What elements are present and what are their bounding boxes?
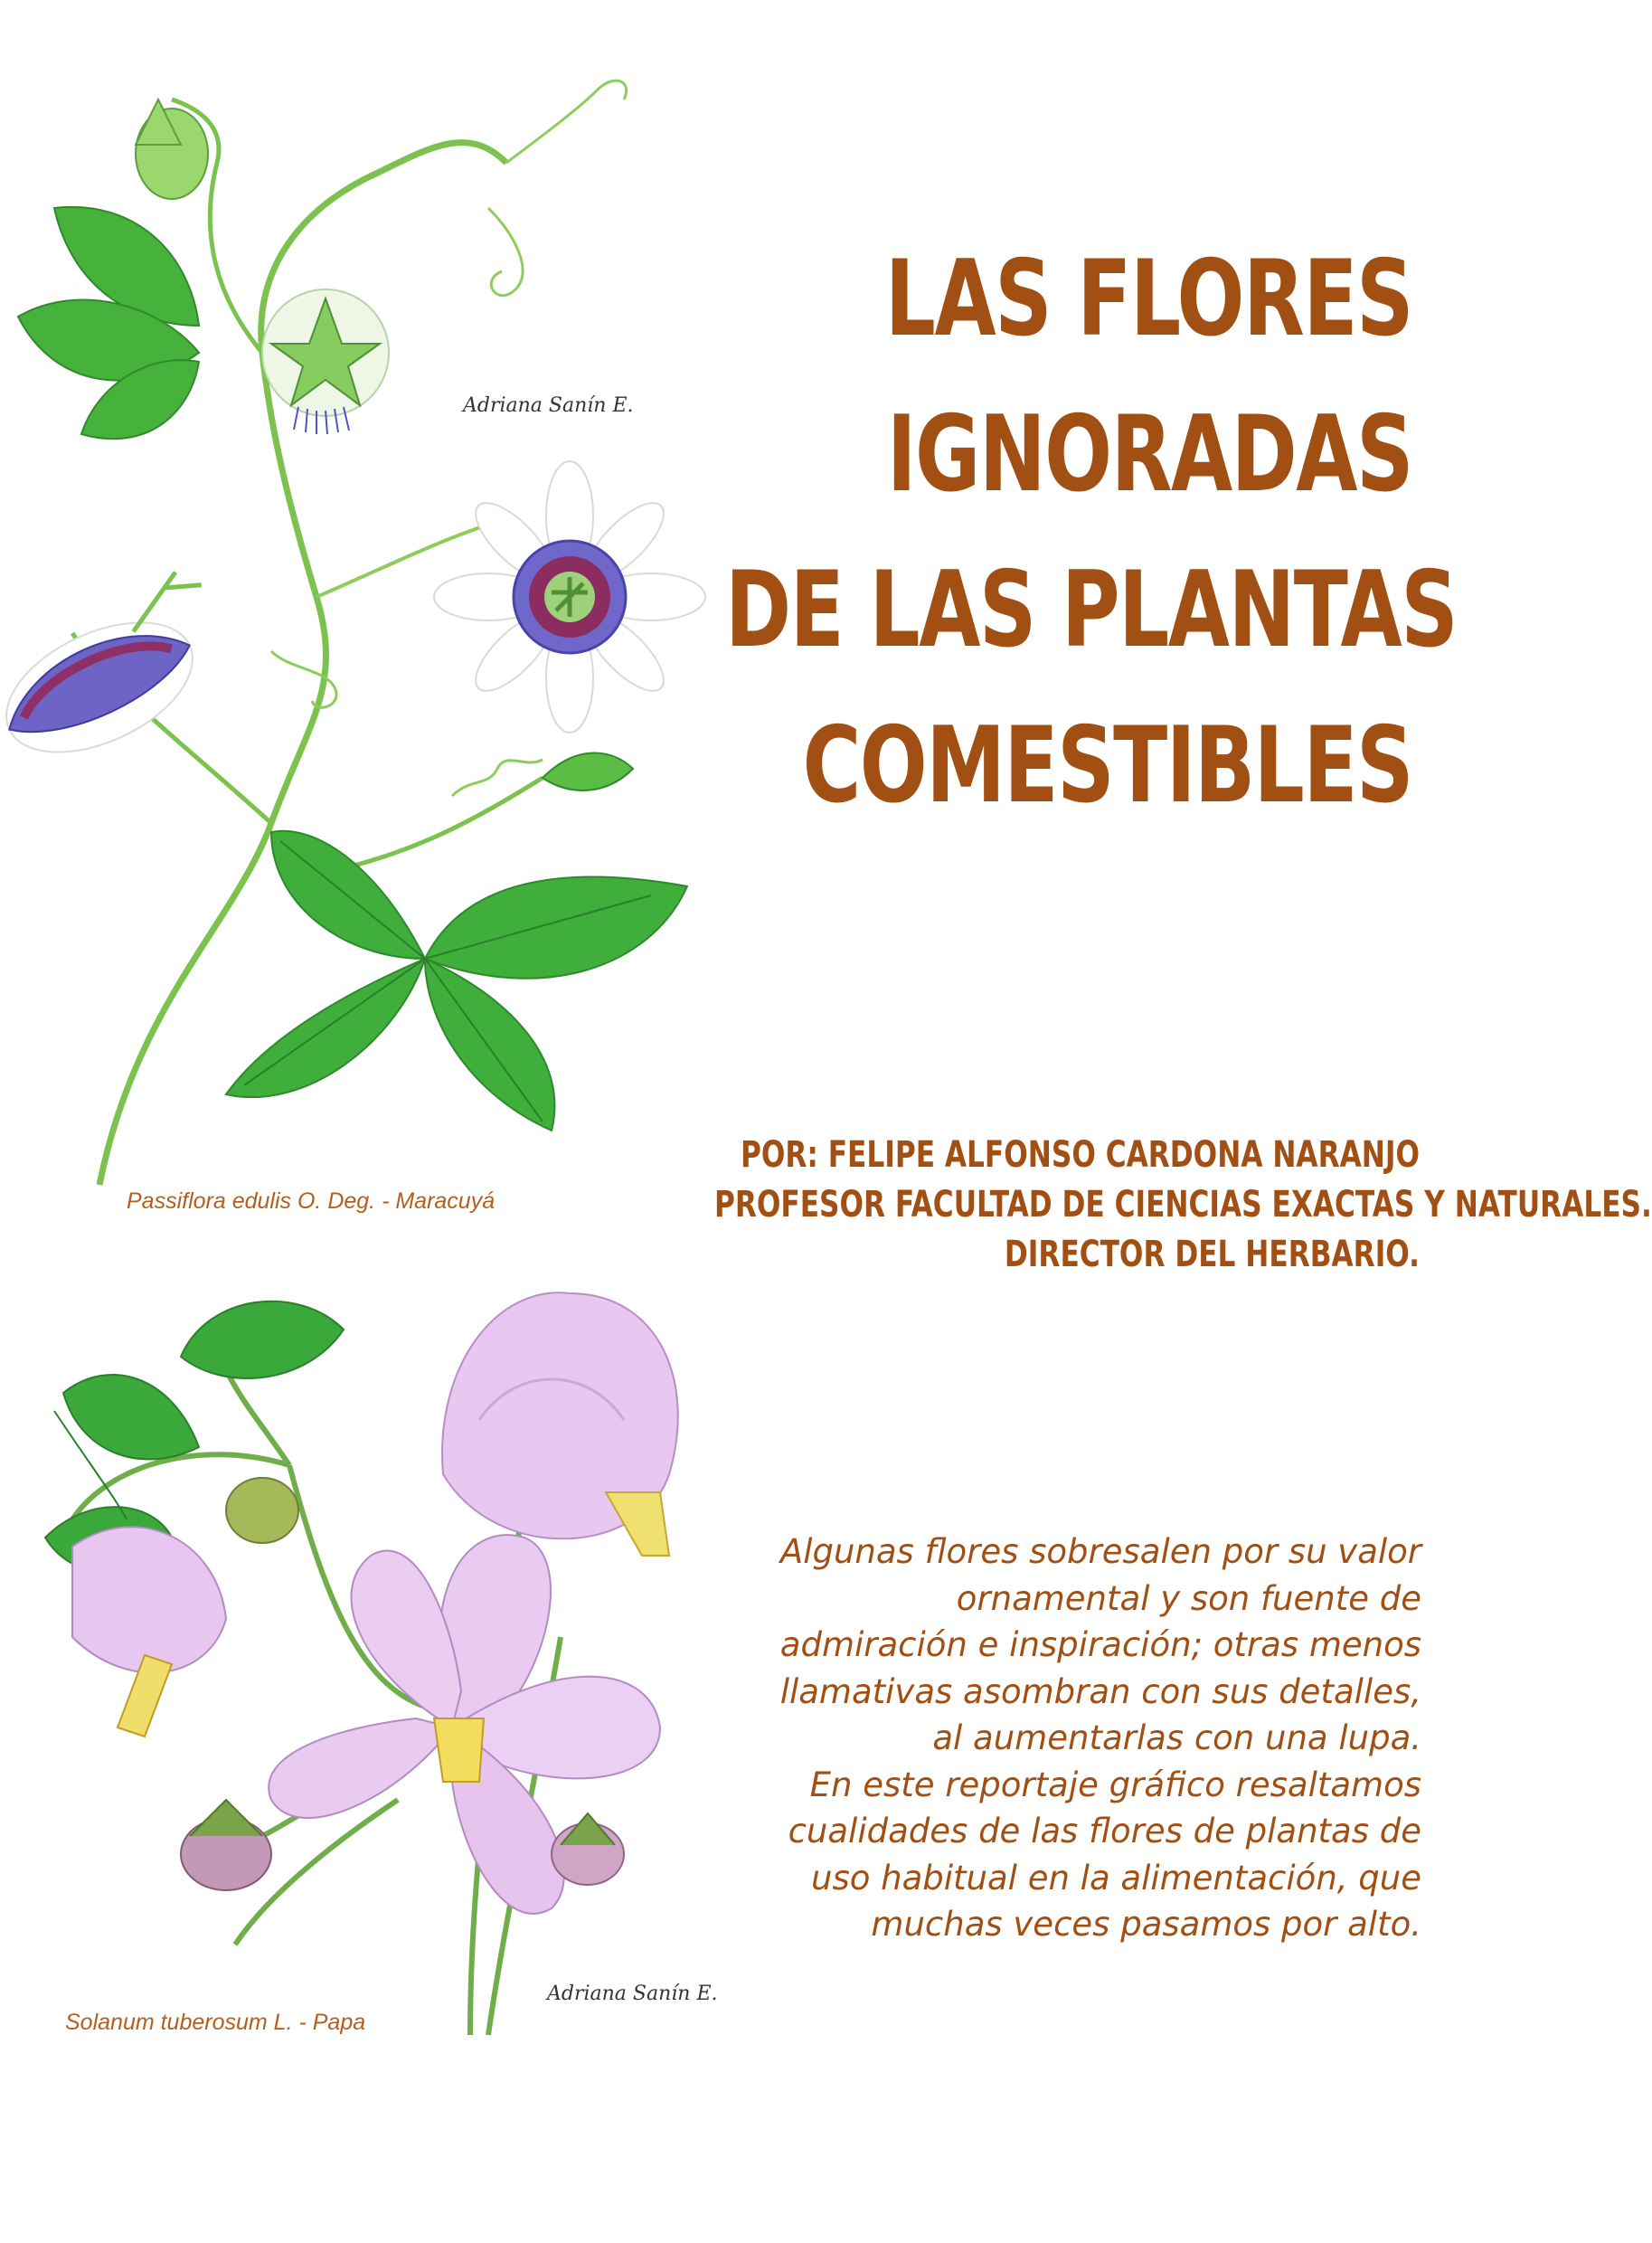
intro-line: admiración e inspiración; otras menos <box>779 1625 1421 1664</box>
intro-line: muchas veces pasamos por alto. <box>871 1905 1421 1944</box>
caption-solanum: Solanum tuberosum L. - Papa <box>65 2010 366 2035</box>
caption-passiflora: Passiflora edulis O. Deg. - Maracuyá <box>127 1188 496 1214</box>
author-byline <box>714 1131 1652 1280</box>
intro-line: ornamental y son fuente de <box>956 1578 1421 1618</box>
main-title <box>725 222 1458 844</box>
artist-signature-top: Adriana Sanín E. <box>463 394 634 417</box>
intro-line: uso habitual en la alimentación, que <box>811 1858 1421 1898</box>
artist-signature-bottom: Adriana Sanín E. <box>547 1983 718 2005</box>
intro-line: En este reportaje gráfico resaltamos <box>809 1765 1421 1804</box>
title-line: LAS FLORES <box>884 238 1412 360</box>
title-line: COMESTIBLES <box>802 705 1412 827</box>
intro-line: Algunas flores sobresalen por su valor <box>779 1532 1421 1571</box>
intro-line: al aumentarlas con una lupa. <box>932 1718 1421 1757</box>
intro-line: llamativas asombran con sus detalles, <box>779 1671 1421 1711</box>
byline-role: PROFESOR FACULTAD DE CIENCIAS EXACTAS Y NATURALES. <box>714 1184 1652 1226</box>
title-line: DE LAS PLANTAS <box>725 549 1458 671</box>
intro-paragraph <box>734 1528 1421 1948</box>
intro-line: cualidades de las flores de plantas de <box>788 1812 1421 1850</box>
byline-role: DIRECTOR DEL HERBARIO. <box>1004 1234 1420 1275</box>
title-line: IGNORADAS <box>886 393 1412 516</box>
byline-author: POR: FELIPE ALFONSO CARDONA NARANJO <box>740 1134 1420 1176</box>
solanum-illustration <box>0 1257 741 2053</box>
passiflora-illustration <box>0 54 741 1194</box>
